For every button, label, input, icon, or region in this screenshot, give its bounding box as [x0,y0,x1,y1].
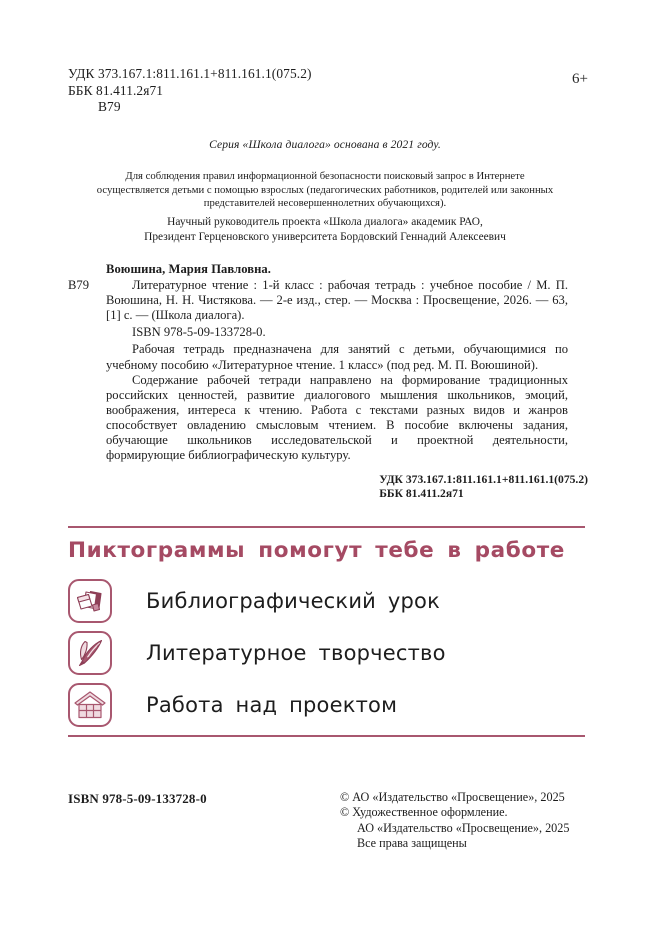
pictogram-label-project-work: Работа над проектом [146,693,398,717]
bib-shelf-code: В79 [68,278,89,293]
pictogram-row-literary-creativity [68,628,585,678]
classification-block [68,66,312,116]
pictogram-row-project-work [68,680,585,730]
udk-code-repeat: УДК 373.167.1:811.161.1+811.161.1(075.2) [379,473,588,486]
pictogram-row-bibliographic-lesson [68,576,585,626]
bbk-code: ББК 81.411.2я71 [68,82,164,98]
bib-annotation-paragraph-1: Рабочая тетрадь предназначена для занятий с детьми, обучающимися по учебному пособию «Литературное чтение. 1 класс» (под ред. М. П. Воюшиной). [106,342,568,372]
bib-annotation [106,342,568,463]
pictogram-label-literary-creativity: Литературное творчество [146,641,446,665]
footer-rights-line-3: АО «Издательство «Просвещение», 2025 [357,820,570,835]
bib-annotation-paragraph-2: Содержание рабочей тетради направлено на формирование традиционных российских ценностей, развитие диалогового мышления школьников, эмоций, воображения, интереса к чтению. Работа с текстами разных видов и жанров способствует овладению смысловым чтением. В пособие включены задания, обучающие школьников исследовательской и проектной деятельности, формирующие библиографическую культуру. [106,372,568,463]
safety-note: Для соблюдения правил информационной безопасности поисковый запрос в Интернете осуществляется детьми с помощью взрослых (педагогических работников, родителей или законных представителей несовершеннолетних обучающихся). [96,170,554,210]
director-note-line-1: Научный руководитель проекта «Школа диалога» академик РАО, [167,216,483,228]
bib-description: Литературное чтение : 1-й класс : рабочая тетрадь : учебное пособие / М. П. Воюшина, Н. Н. Чистякова. — 2-е изд., стер. — Москва : Просвещение, 2026. — 63, [1] с. — (Школа диалога). [106,278,568,323]
footer-rights-line-1: © АО «Издательство «Просвещение», 2025 [340,790,565,804]
house-icon [68,683,112,727]
age-rating-mark: 6+ [572,71,588,87]
bib-author: Воюшина, Мария Павловна. [106,262,271,276]
divider-rule-bottom [68,735,585,737]
udk-code: УДК 373.167.1:811.161.1+811.161.1(075.2) [68,66,312,81]
footer-rights-line-2: © Художественное оформление. [340,805,508,820]
bbk-code-repeat: ББК 81.411.2я71 [379,486,464,500]
footer-rights [340,790,569,852]
pictograms-list [68,576,585,732]
footer-rights-line-4: Все права защищены [357,836,467,851]
books-icon [68,579,112,623]
bib-description-wrap [106,278,568,323]
divider-rule-top [68,526,585,528]
bibliographic-record [68,262,568,463]
pictograms-heading: Пиктограммы помогут тебе в работе [68,538,565,563]
classification-repeat [379,473,588,501]
series-line: Серия «Школа диалога» основана в 2021 году. [209,138,441,151]
shelf-code: В79 [98,99,121,114]
quill-pen-icon [68,631,112,675]
footer-isbn: ISBN 978-5-09-133728-0 [68,791,207,806]
pictogram-label-bibliographic-lesson: Библиографический урок [146,589,440,613]
director-note-line-2: Президент Герценовского университета Бордовский Геннадий Алексеевич [144,230,506,243]
bib-isbn: ISBN 978-5-09-133728-0. [132,325,266,340]
scientific-director-note [78,215,572,244]
bib-body [68,278,568,323]
